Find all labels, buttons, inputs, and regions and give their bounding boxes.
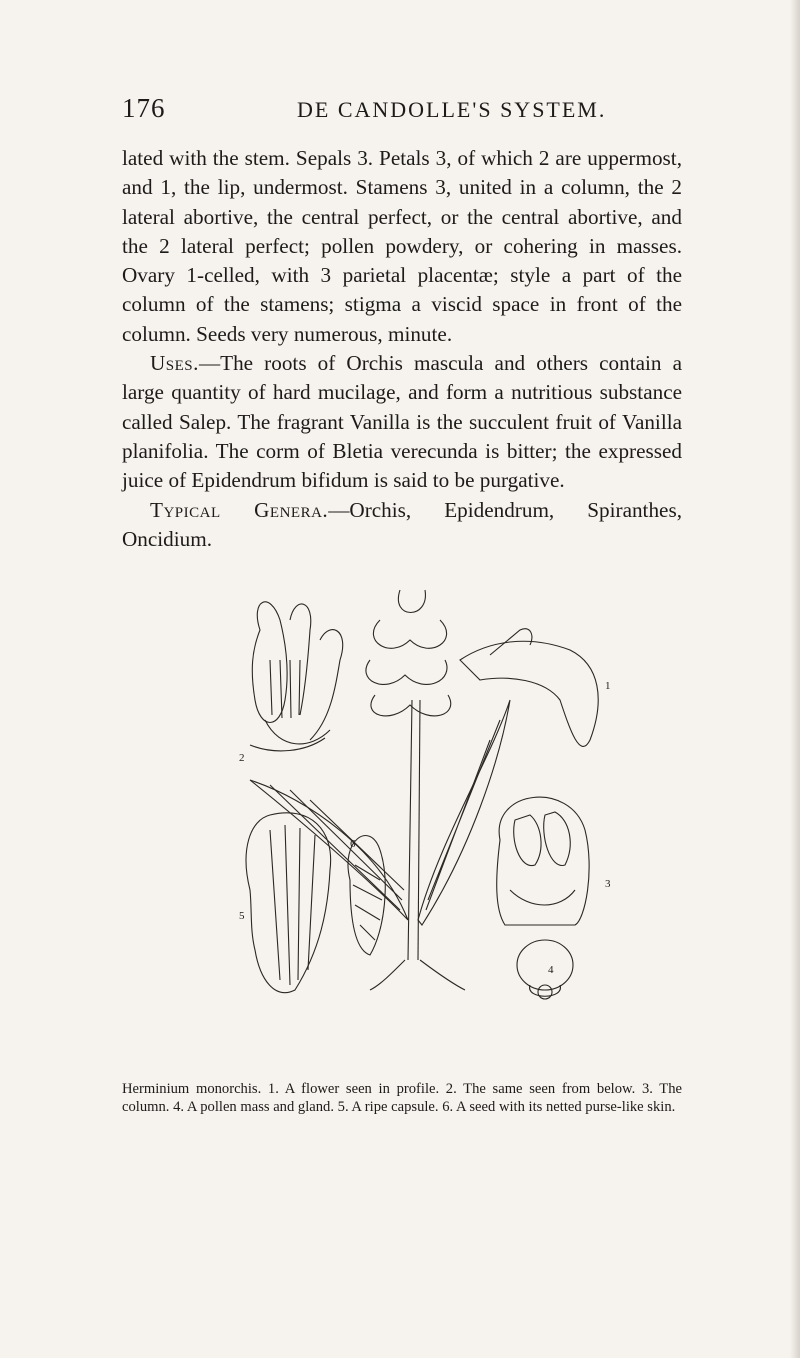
- genera-text: —Orchis, Epidendrum, Spiranthes, Oncidium.: [122, 497, 682, 551]
- herminium-engraving: [190, 580, 620, 1000]
- caption-text: Herminium monorchis. 1. A flower seen in profile. 2. The same seen from below. 3. The column. 4. A pollen mass and gland. 5. A ripe capsule. 6. A seed with its netted purse-like skin.: [122, 1081, 682, 1115]
- page-number: 176: [122, 93, 166, 123]
- running-head: DE CANDOLLE'S SYSTEM.: [297, 97, 607, 122]
- figure-label-6: 6: [350, 838, 356, 850]
- paragraph-genera: [122, 496, 682, 555]
- figure-caption: [122, 1080, 682, 1116]
- body-text: [122, 144, 682, 554]
- flower-spike-drawing: [366, 590, 598, 746]
- column-drawing: [497, 797, 589, 925]
- paragraph-characters: lated with the stem. Sepals 3. Petals 3, of which 2 are uppermost, and 1, the lip, undermost. Stamens 3, united in a column, the 2 lateral abortive, the central perfect, or the central abortive, and the 2 lateral perfect; pollen powdery, or cohering in masses. Ovary 1-celled, with 3 parietal placentæ; style a part of the column of the stamens; stigma a viscid space in front of the column. Seeds very numerous, minute.: [122, 146, 682, 346]
- botanical-illustration: [190, 580, 620, 1000]
- paragraph-uses: [122, 349, 682, 495]
- figure-label-2: 2: [239, 752, 245, 764]
- uses-heading: Uses.: [150, 351, 199, 376]
- page-edge-shadow: [790, 0, 800, 1358]
- figure-label-1: 1: [605, 680, 611, 692]
- flower-below-drawing: [250, 602, 343, 751]
- figure-label-4: 4: [548, 964, 554, 976]
- page-header: [122, 93, 678, 133]
- genera-heading: Typical Genera.: [150, 497, 329, 522]
- capsule-drawing: [246, 813, 331, 993]
- pollen-mass-drawing: [517, 940, 573, 999]
- figure-label-5: 5: [239, 910, 245, 922]
- uses-text: —The roots of Orchis mascula and others contain a large quantity of hard mucilage, and form a nutritious substance called Salep. The fragrant Vanilla is the succulent fruit of Vanilla planifolia. The corm of Bletia verecunda is bitter; the expressed juice of Epidendrum bifidum is said to be purgative.: [122, 351, 682, 493]
- figure-label-3: 3: [605, 878, 611, 890]
